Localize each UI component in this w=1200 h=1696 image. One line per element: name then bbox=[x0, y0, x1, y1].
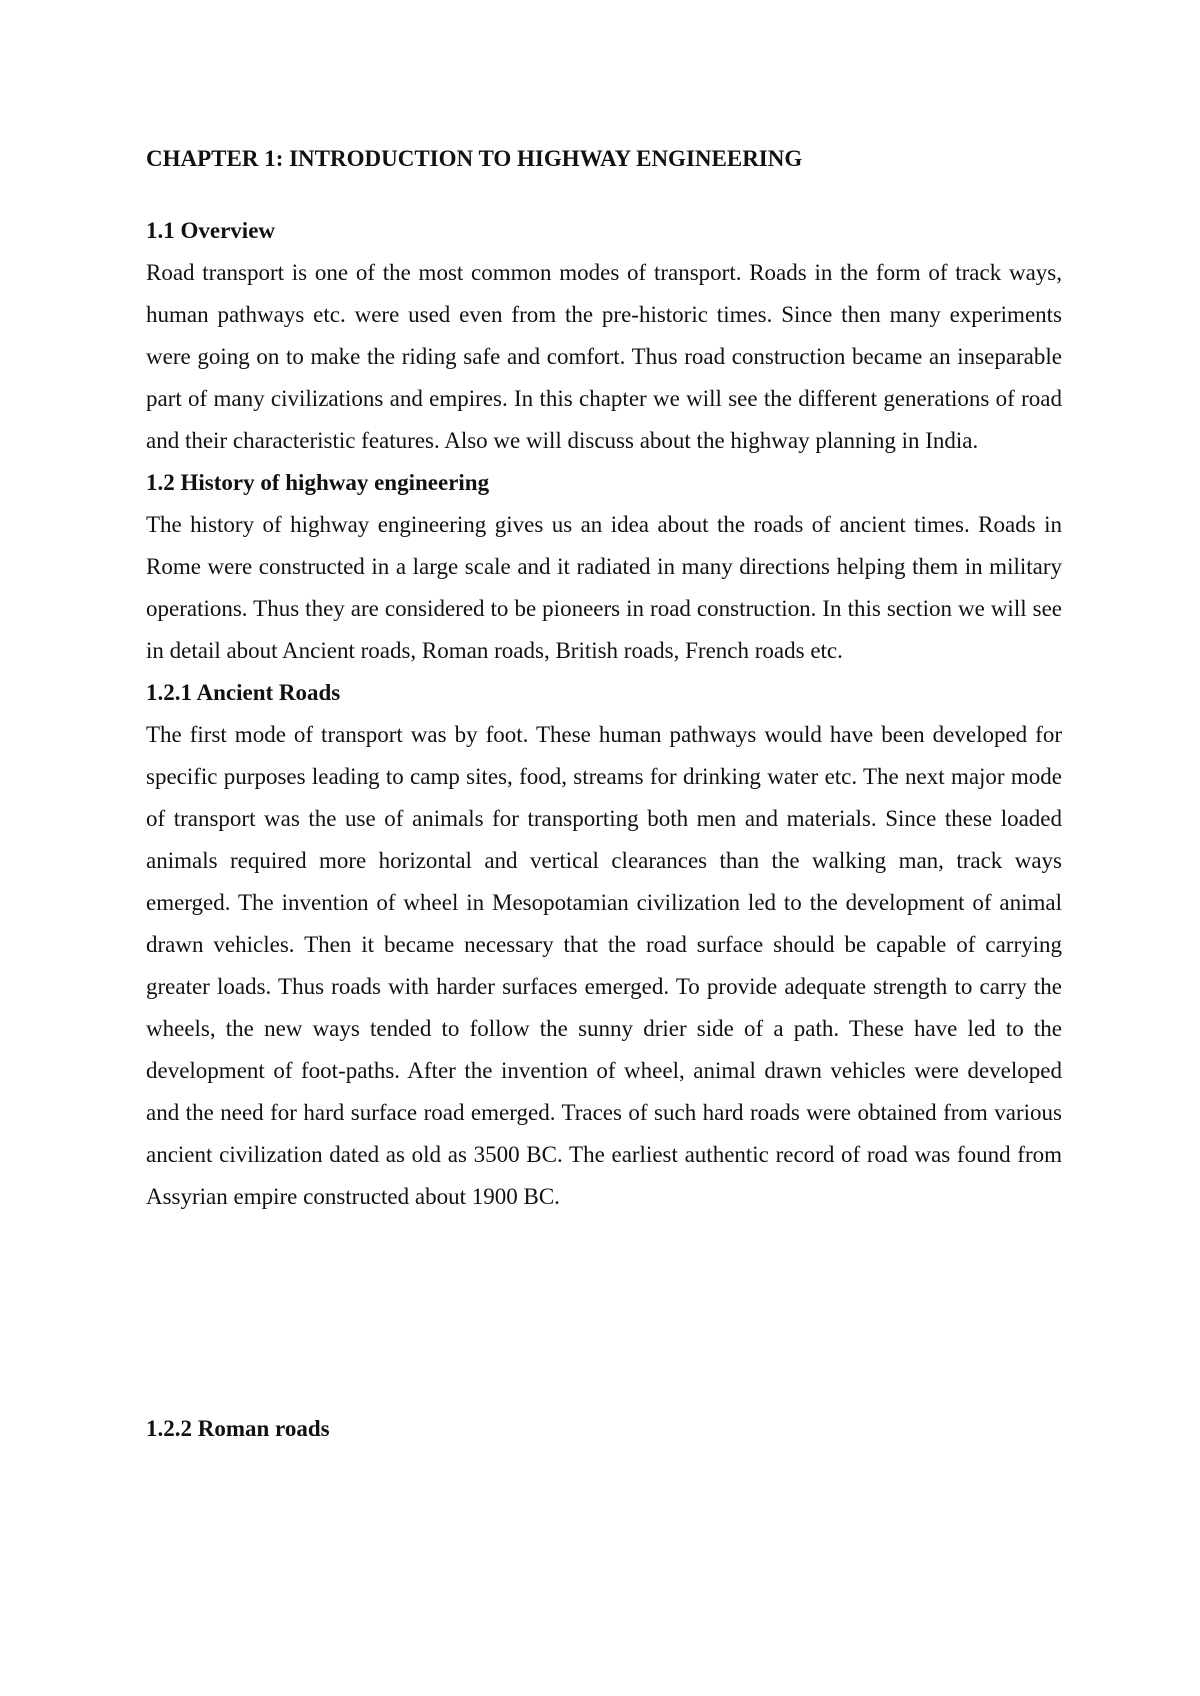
section-body-history: The history of highway engineering gives us an idea about the roads of ancient times. Roads in Rome were constructed in a large scale and it radiated in many directions helping them in military operations. Thus they are considered to be pioneers in road construction. In this section we will see in detail about Ancient roads, Roman roads, British roads, French roads etc. bbox=[146, 512, 1062, 663]
section-heading-roman-roads: 1.2.2 Roman roads bbox=[146, 1416, 330, 1441]
section-body-overview: Road transport is one of the most common modes of transport. Roads in the form of track ways, human pathways etc. were used even from the pre-historic times. Since then many experiments were going on to make the riding safe and comfort. Thus road construction became an inseparable part of many civilizations and empires. In this chapter we will see the different generations of road and their characteristic features. Also we will discuss about the highway planning in India. bbox=[146, 260, 1062, 453]
section-heading-overview: 1.1 Overview bbox=[146, 218, 276, 243]
section-body-ancient-roads: The first mode of transport was by foot. These human pathways would have been developed for specific purposes leading to camp sites, food, streams for drinking water etc. The next major mode of transport was the use of animals for transporting both men and materials. Since these loaded animals required more horizontal and vertical clearances than the walking man, track ways emerged. The invention of wheel in Mesopotamian civilization led to the development of animal drawn vehicles. Then it became necessary that the road surface should be capable of carrying greater loads. Thus roads with harder surfaces emerged. To provide adequate strength to carry the wheels, the new ways tended to follow the sunny drier side of a path. These have led to the development of foot-paths. After the invention of wheel, animal drawn vehicles were developed and the need for hard surface road emerged. Traces of such hard roads were obtained from various ancient civilization dated as old as 3500 BC. The earliest authentic record of road was found from Assyrian empire constructed about 1900 BC. bbox=[146, 722, 1062, 1209]
document-content bbox=[146, 144, 1062, 1450]
section-heading-history: 1.2 History of highway engineering bbox=[146, 470, 490, 495]
chapter-title: CHAPTER 1: INTRODUCTION TO HIGHWAY ENGINEERING bbox=[146, 146, 803, 171]
page-spacer bbox=[146, 1218, 1062, 1408]
section-heading-ancient-roads: 1.2.1 Ancient Roads bbox=[146, 680, 341, 705]
